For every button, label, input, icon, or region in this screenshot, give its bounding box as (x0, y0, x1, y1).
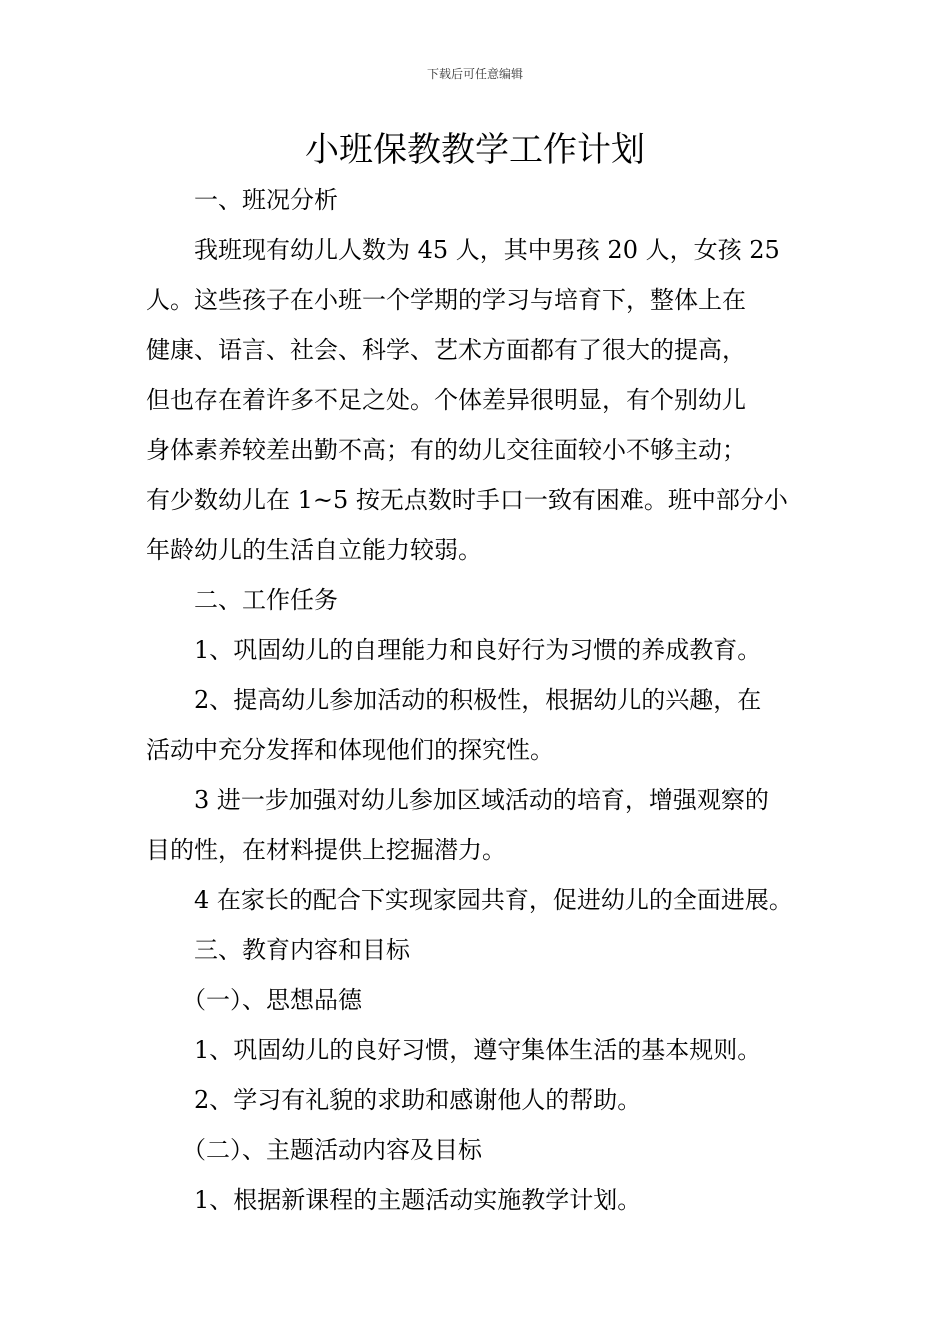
list-item: 1、巩固幼儿的自理能力和良好行为习惯的养成教育。 (194, 636, 762, 664)
list-item-continuation: 目的性，在材料提供上挖掘潜力。 (146, 836, 506, 864)
subsection-heading-theme-activities: （二）、主题活动内容及目标 (182, 1136, 482, 1164)
paragraph-line: 人。这些孩子在小班一个学期的学习与培育下，整体上在 (146, 286, 746, 314)
section-heading-class-analysis: 一、班况分析 (194, 186, 338, 214)
paragraph-line: 我班现有幼儿人数为 45 人，其中男孩 20 人，女孩 25 (194, 236, 780, 264)
section-heading-work-tasks: 二、工作任务 (194, 586, 338, 614)
header-note: 下载后可任意编辑 (426, 67, 523, 81)
list-item: 4 在家长的配合下实现家园共育，促进幼儿的全面进展。 (194, 886, 793, 914)
list-item: 1、根据新课程的主题活动实施教学计划。 (194, 1186, 642, 1214)
paragraph-line: 有少数幼儿在 1~5 按无点数时手口一致有困难。班中部分小 (146, 486, 788, 514)
list-item: 1、巩固幼儿的良好习惯，遵守集体生活的基本规则。 (194, 1036, 762, 1064)
section-heading-education-content: 三、教育内容和目标 (194, 936, 410, 964)
paragraph-line: 年龄幼儿的生活自立能力较弱。 (146, 536, 482, 564)
document-title: 小班保教教学工作计划 (305, 130, 645, 170)
list-item-continuation: 活动中充分发挥和体现他们的探究性。 (146, 736, 554, 764)
paragraph-line: 但也存在着许多不足之处。个体差异很明显，有个别幼儿 (146, 386, 746, 414)
list-item: 2、提高幼儿参加活动的积极性，根据幼儿的兴趣，在 (194, 686, 762, 714)
subsection-heading-moral: （一）、思想品德 (182, 986, 362, 1014)
list-item: 3 进一步加强对幼儿参加区域活动的培育，增强观察的 (194, 786, 769, 814)
list-item: 2、学习有礼貌的求助和感谢他人的帮助。 (194, 1086, 642, 1114)
paragraph-line: 身体素养较差出勤不高；有的幼儿交往面较小不够主动； (146, 436, 746, 464)
paragraph-line: 健康、语言、社会、科学、艺术方面都有了很大的提高， (146, 336, 746, 364)
